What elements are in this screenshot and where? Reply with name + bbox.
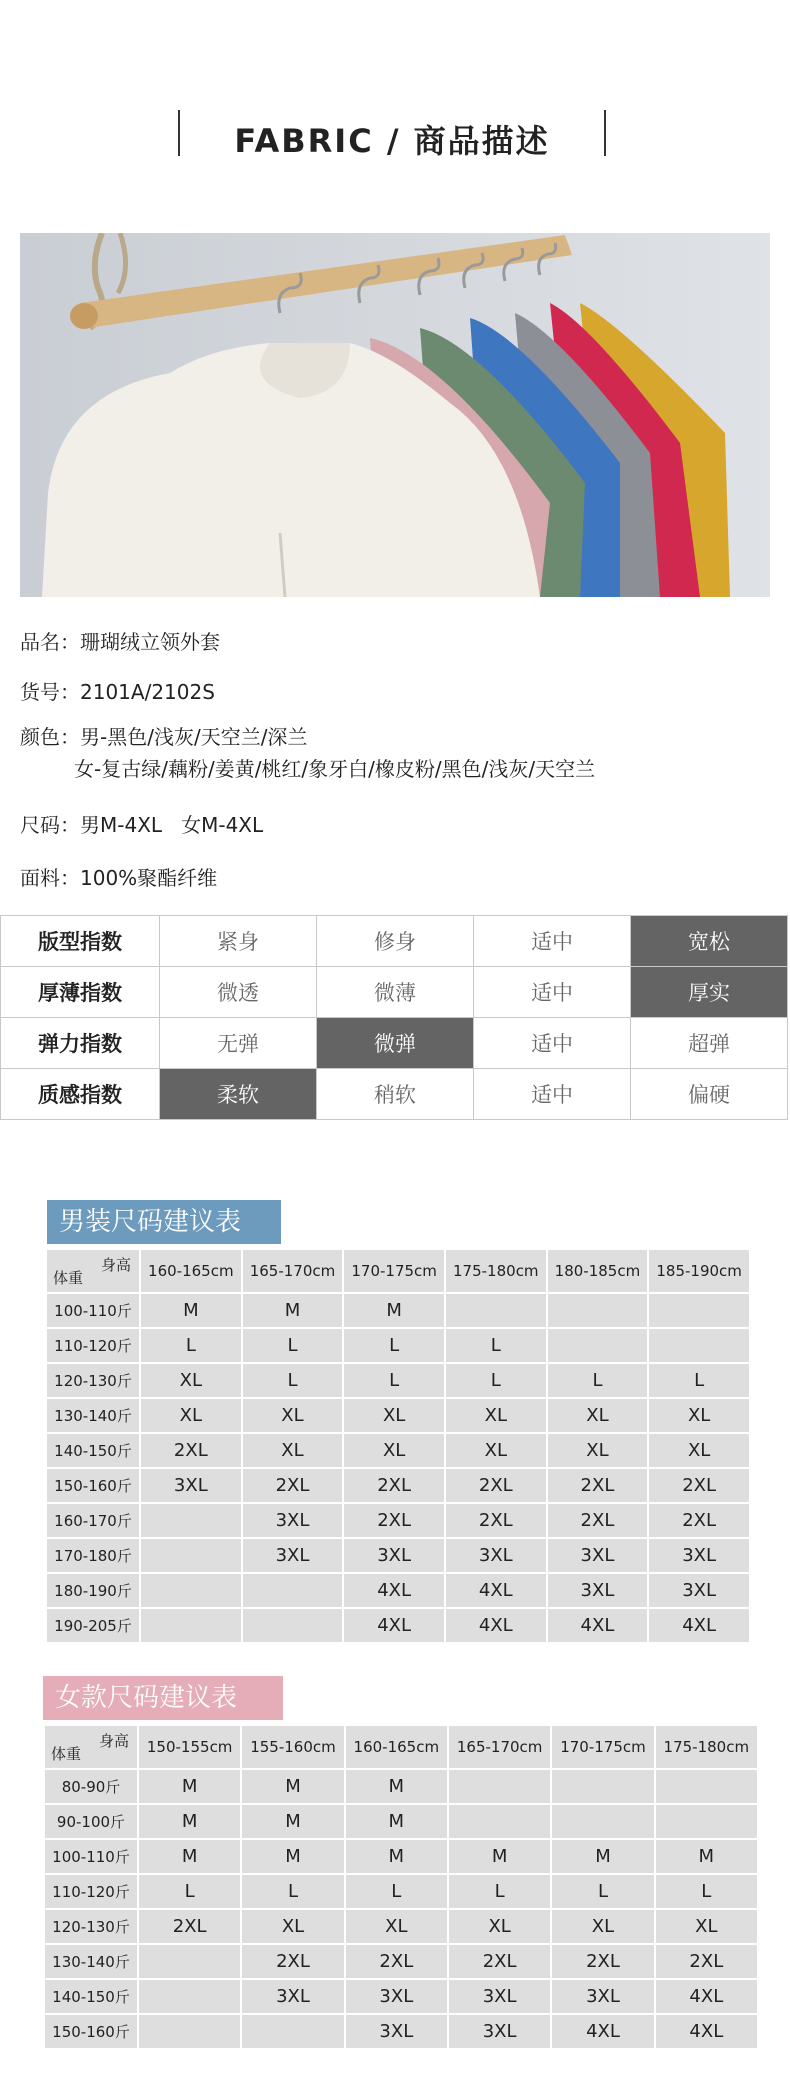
size-cell: 4XL bbox=[446, 1574, 546, 1607]
index-name: 弹力指数 bbox=[1, 1018, 160, 1069]
weight-axis-label: 体重 bbox=[53, 1269, 84, 1287]
table-row bbox=[47, 1294, 749, 1327]
index-row bbox=[1, 967, 788, 1018]
index-option: 微弹 bbox=[317, 1018, 474, 1069]
size-cell: XL bbox=[141, 1399, 241, 1432]
size-cell bbox=[242, 2015, 343, 2048]
table-row bbox=[47, 1329, 749, 1362]
size-cell: M bbox=[139, 1840, 240, 1873]
size-cell bbox=[141, 1539, 241, 1572]
size-cell bbox=[139, 2015, 240, 2048]
product-code-label: 货号： bbox=[20, 680, 80, 704]
size-cell: 3XL bbox=[449, 1980, 550, 2013]
size-cell: 3XL bbox=[548, 1574, 648, 1607]
size-cell: M bbox=[552, 1840, 653, 1873]
size-cell: 3XL bbox=[346, 2015, 447, 2048]
size-cell bbox=[141, 1504, 241, 1537]
index-option: 偏硬 bbox=[631, 1069, 788, 1120]
size-cell: 4XL bbox=[649, 1609, 749, 1642]
size-cell: L bbox=[344, 1329, 444, 1362]
size-cell bbox=[141, 1609, 241, 1642]
size-cell: M bbox=[139, 1770, 240, 1803]
weight-row-header: 150-160斤 bbox=[47, 1469, 139, 1502]
product-size-label: 尺码： bbox=[20, 813, 80, 837]
product-color-label: 颜色： bbox=[20, 725, 80, 749]
size-cell: 2XL bbox=[243, 1469, 343, 1502]
size-cell: XL bbox=[656, 1910, 757, 1943]
size-cell: L bbox=[656, 1875, 757, 1908]
product-name-value: 珊瑚绒立领外套 bbox=[80, 630, 220, 654]
size-cell: M bbox=[242, 1805, 343, 1838]
weight-row-header: 110-120斤 bbox=[47, 1329, 139, 1362]
index-name: 厚薄指数 bbox=[1, 967, 160, 1018]
size-cell: 3XL bbox=[141, 1469, 241, 1502]
height-column-header: 150-155cm bbox=[139, 1726, 240, 1768]
height-column-header: 180-185cm bbox=[548, 1250, 648, 1292]
table-row bbox=[47, 1574, 749, 1607]
size-cell: 4XL bbox=[656, 1980, 757, 2013]
section-header bbox=[0, 110, 790, 158]
size-cell: M bbox=[139, 1805, 240, 1838]
product-name-row bbox=[20, 626, 220, 655]
product-name-label: 品名： bbox=[20, 630, 80, 654]
size-cell: 3XL bbox=[243, 1504, 343, 1537]
size-cell: XL bbox=[346, 1910, 447, 1943]
table-row bbox=[45, 1875, 757, 1908]
men-size-table bbox=[45, 1248, 751, 1644]
size-cell: XL bbox=[552, 1910, 653, 1943]
product-color-women: 女-复古绿/藕粉/姜黄/桃红/象牙白/橡皮粉/黑色/浅灰/天空兰 bbox=[74, 757, 596, 781]
size-cell: 3XL bbox=[243, 1539, 343, 1572]
product-color-row bbox=[20, 721, 307, 750]
weight-row-header: 100-110斤 bbox=[45, 1840, 137, 1873]
size-header-row bbox=[47, 1250, 749, 1292]
section-title: FABRIC / 商品描述 bbox=[234, 122, 550, 160]
size-header-row bbox=[45, 1726, 757, 1768]
size-cell: 2XL bbox=[649, 1504, 749, 1537]
weight-row-header: 150-160斤 bbox=[45, 2015, 137, 2048]
size-cell: XL bbox=[243, 1434, 343, 1467]
size-cell: 3XL bbox=[649, 1539, 749, 1572]
size-cell: XL bbox=[243, 1399, 343, 1432]
index-option: 微透 bbox=[160, 967, 317, 1018]
index-row bbox=[1, 1018, 788, 1069]
table-row bbox=[45, 1945, 757, 1978]
size-cell: 4XL bbox=[552, 2015, 653, 2048]
index-option: 超弹 bbox=[631, 1018, 788, 1069]
size-cell: 2XL bbox=[548, 1469, 648, 1502]
size-cell: 2XL bbox=[344, 1504, 444, 1537]
size-cell bbox=[649, 1294, 749, 1327]
size-cell bbox=[656, 1805, 757, 1838]
product-fabric-label: 面料： bbox=[20, 866, 80, 890]
size-cell bbox=[649, 1329, 749, 1362]
index-option: 无弹 bbox=[160, 1018, 317, 1069]
weight-row-header: 130-140斤 bbox=[47, 1399, 139, 1432]
size-cell bbox=[446, 1294, 546, 1327]
height-column-header: 160-165cm bbox=[346, 1726, 447, 1768]
product-fabric-row bbox=[20, 862, 217, 891]
weight-row-header: 170-180斤 bbox=[47, 1539, 139, 1572]
size-cell bbox=[552, 1805, 653, 1838]
index-option: 厚实 bbox=[631, 967, 788, 1018]
index-option: 修身 bbox=[317, 916, 474, 967]
index-row bbox=[1, 916, 788, 967]
table-row bbox=[47, 1399, 749, 1432]
table-row bbox=[47, 1504, 749, 1537]
size-cell bbox=[139, 1945, 240, 1978]
size-cell: 2XL bbox=[656, 1945, 757, 1978]
size-cell: XL bbox=[449, 1910, 550, 1943]
size-cell: 3XL bbox=[548, 1539, 648, 1572]
size-cell bbox=[552, 1770, 653, 1803]
size-cell bbox=[656, 1770, 757, 1803]
size-cell: L bbox=[243, 1329, 343, 1362]
size-cell: L bbox=[346, 1875, 447, 1908]
index-option: 稍软 bbox=[317, 1069, 474, 1120]
size-cell: XL bbox=[649, 1399, 749, 1432]
size-cell: 2XL bbox=[242, 1945, 343, 1978]
index-option: 柔软 bbox=[160, 1069, 317, 1120]
size-cell: 3XL bbox=[649, 1574, 749, 1607]
size-cell: XL bbox=[446, 1434, 546, 1467]
index-option: 适中 bbox=[474, 916, 631, 967]
table-row bbox=[45, 1805, 757, 1838]
fit-index-table bbox=[0, 915, 788, 1120]
size-cell: M bbox=[346, 1805, 447, 1838]
height-column-header: 155-160cm bbox=[242, 1726, 343, 1768]
index-option: 适中 bbox=[474, 967, 631, 1018]
weight-row-header: 160-170斤 bbox=[47, 1504, 139, 1537]
size-cell bbox=[243, 1574, 343, 1607]
height-column-header: 170-175cm bbox=[344, 1250, 444, 1292]
men-size-table-title: 男装尺码建议表 bbox=[47, 1200, 281, 1244]
size-cell: 2XL bbox=[552, 1945, 653, 1978]
size-cell: XL bbox=[141, 1364, 241, 1397]
size-cell: 4XL bbox=[656, 2015, 757, 2048]
size-cell: M bbox=[141, 1294, 241, 1327]
size-cell: 3XL bbox=[552, 1980, 653, 2013]
size-cell: XL bbox=[344, 1399, 444, 1432]
size-cell: 2XL bbox=[449, 1945, 550, 1978]
size-cell: 4XL bbox=[548, 1609, 648, 1642]
table-row bbox=[45, 1910, 757, 1943]
index-name: 版型指数 bbox=[1, 916, 160, 967]
size-cell: XL bbox=[344, 1434, 444, 1467]
size-cell: XL bbox=[548, 1434, 648, 1467]
size-cell: L bbox=[449, 1875, 550, 1908]
weight-row-header: 130-140斤 bbox=[45, 1945, 137, 1978]
product-size-value: 男M-4XL 女M-4XL bbox=[80, 813, 264, 837]
table-row bbox=[47, 1609, 749, 1642]
table-row bbox=[47, 1539, 749, 1572]
height-axis-label: 身高 bbox=[100, 1256, 131, 1274]
size-cell: 4XL bbox=[446, 1609, 546, 1642]
size-cell: M bbox=[344, 1294, 444, 1327]
size-cell: 2XL bbox=[446, 1504, 546, 1537]
size-cell: M bbox=[656, 1840, 757, 1873]
product-size-row bbox=[20, 809, 263, 838]
size-cell: L bbox=[649, 1364, 749, 1397]
size-cell bbox=[548, 1294, 648, 1327]
index-option: 适中 bbox=[474, 1069, 631, 1120]
product-color-men: 男-黑色/浅灰/天空兰/深兰 bbox=[80, 725, 308, 749]
women-size-table bbox=[43, 1724, 759, 2050]
size-corner-cell bbox=[45, 1726, 137, 1768]
weight-row-header: 90-100斤 bbox=[45, 1805, 137, 1838]
size-cell: XL bbox=[649, 1434, 749, 1467]
product-color-women-row bbox=[74, 753, 595, 782]
weight-row-header: 190-205斤 bbox=[47, 1609, 139, 1642]
height-column-header: 165-170cm bbox=[243, 1250, 343, 1292]
size-cell: M bbox=[242, 1770, 343, 1803]
table-row bbox=[47, 1434, 749, 1467]
size-cell bbox=[243, 1609, 343, 1642]
size-cell bbox=[449, 1770, 550, 1803]
weight-row-header: 120-130斤 bbox=[45, 1910, 137, 1943]
table-row bbox=[45, 1980, 757, 2013]
size-cell bbox=[449, 1805, 550, 1838]
size-cell: 2XL bbox=[141, 1434, 241, 1467]
women-size-table-title: 女款尺码建议表 bbox=[43, 1676, 283, 1720]
weight-row-header: 120-130斤 bbox=[47, 1364, 139, 1397]
size-cell: M bbox=[449, 1840, 550, 1873]
weight-row-header: 180-190斤 bbox=[47, 1574, 139, 1607]
product-fabric-value: 100%聚酯纤维 bbox=[80, 866, 218, 890]
size-cell: 3XL bbox=[242, 1980, 343, 2013]
height-column-header: 165-170cm bbox=[449, 1726, 550, 1768]
size-cell bbox=[141, 1574, 241, 1607]
size-cell: XL bbox=[242, 1910, 343, 1943]
size-cell: M bbox=[346, 1770, 447, 1803]
product-photo bbox=[20, 233, 770, 597]
height-column-header: 185-190cm bbox=[649, 1250, 749, 1292]
product-code-row bbox=[20, 676, 215, 705]
size-cell: M bbox=[243, 1294, 343, 1327]
size-cell: 2XL bbox=[139, 1910, 240, 1943]
size-cell: L bbox=[446, 1329, 546, 1362]
size-cell: M bbox=[346, 1840, 447, 1873]
header-right-divider bbox=[604, 110, 606, 156]
weight-row-header: 100-110斤 bbox=[47, 1294, 139, 1327]
size-cell: 3XL bbox=[449, 2015, 550, 2048]
size-cell: L bbox=[344, 1364, 444, 1397]
size-cell: 4XL bbox=[344, 1574, 444, 1607]
weight-row-header: 140-150斤 bbox=[45, 1980, 137, 2013]
size-cell: L bbox=[446, 1364, 546, 1397]
size-cell: L bbox=[548, 1364, 648, 1397]
size-cell: 3XL bbox=[346, 1980, 447, 2013]
height-column-header: 160-165cm bbox=[141, 1250, 241, 1292]
height-column-header: 170-175cm bbox=[552, 1726, 653, 1768]
size-cell: L bbox=[139, 1875, 240, 1908]
size-cell: 3XL bbox=[446, 1539, 546, 1572]
size-cell: 2XL bbox=[548, 1504, 648, 1537]
index-name: 质感指数 bbox=[1, 1069, 160, 1120]
weight-row-header: 140-150斤 bbox=[47, 1434, 139, 1467]
size-cell: 2XL bbox=[649, 1469, 749, 1502]
table-row bbox=[47, 1364, 749, 1397]
size-cell: 4XL bbox=[344, 1609, 444, 1642]
size-cell: L bbox=[141, 1329, 241, 1362]
table-row bbox=[45, 2015, 757, 2048]
weight-row-header: 80-90斤 bbox=[45, 1770, 137, 1803]
table-row bbox=[45, 1840, 757, 1873]
size-cell: 2XL bbox=[346, 1945, 447, 1978]
weight-axis-label: 体重 bbox=[51, 1745, 82, 1763]
size-cell: 2XL bbox=[344, 1469, 444, 1502]
product-code-value: 2101A/2102S bbox=[80, 680, 215, 704]
size-cell: L bbox=[242, 1875, 343, 1908]
size-corner-cell bbox=[47, 1250, 139, 1292]
size-cell bbox=[548, 1329, 648, 1362]
size-cell: L bbox=[552, 1875, 653, 1908]
height-axis-label: 身高 bbox=[98, 1732, 129, 1750]
size-cell: M bbox=[242, 1840, 343, 1873]
index-option: 紧身 bbox=[160, 916, 317, 967]
table-row bbox=[45, 1770, 757, 1803]
size-cell: 3XL bbox=[344, 1539, 444, 1572]
weight-row-header: 110-120斤 bbox=[45, 1875, 137, 1908]
height-column-header: 175-180cm bbox=[656, 1726, 757, 1768]
index-option: 微薄 bbox=[317, 967, 474, 1018]
height-column-header: 175-180cm bbox=[446, 1250, 546, 1292]
table-row bbox=[47, 1469, 749, 1502]
index-option: 宽松 bbox=[631, 916, 788, 967]
index-option: 适中 bbox=[474, 1018, 631, 1069]
size-cell: XL bbox=[446, 1399, 546, 1432]
size-cell bbox=[139, 1980, 240, 2013]
size-cell: XL bbox=[548, 1399, 648, 1432]
size-cell: L bbox=[243, 1364, 343, 1397]
size-cell: 2XL bbox=[446, 1469, 546, 1502]
index-row bbox=[1, 1069, 788, 1120]
